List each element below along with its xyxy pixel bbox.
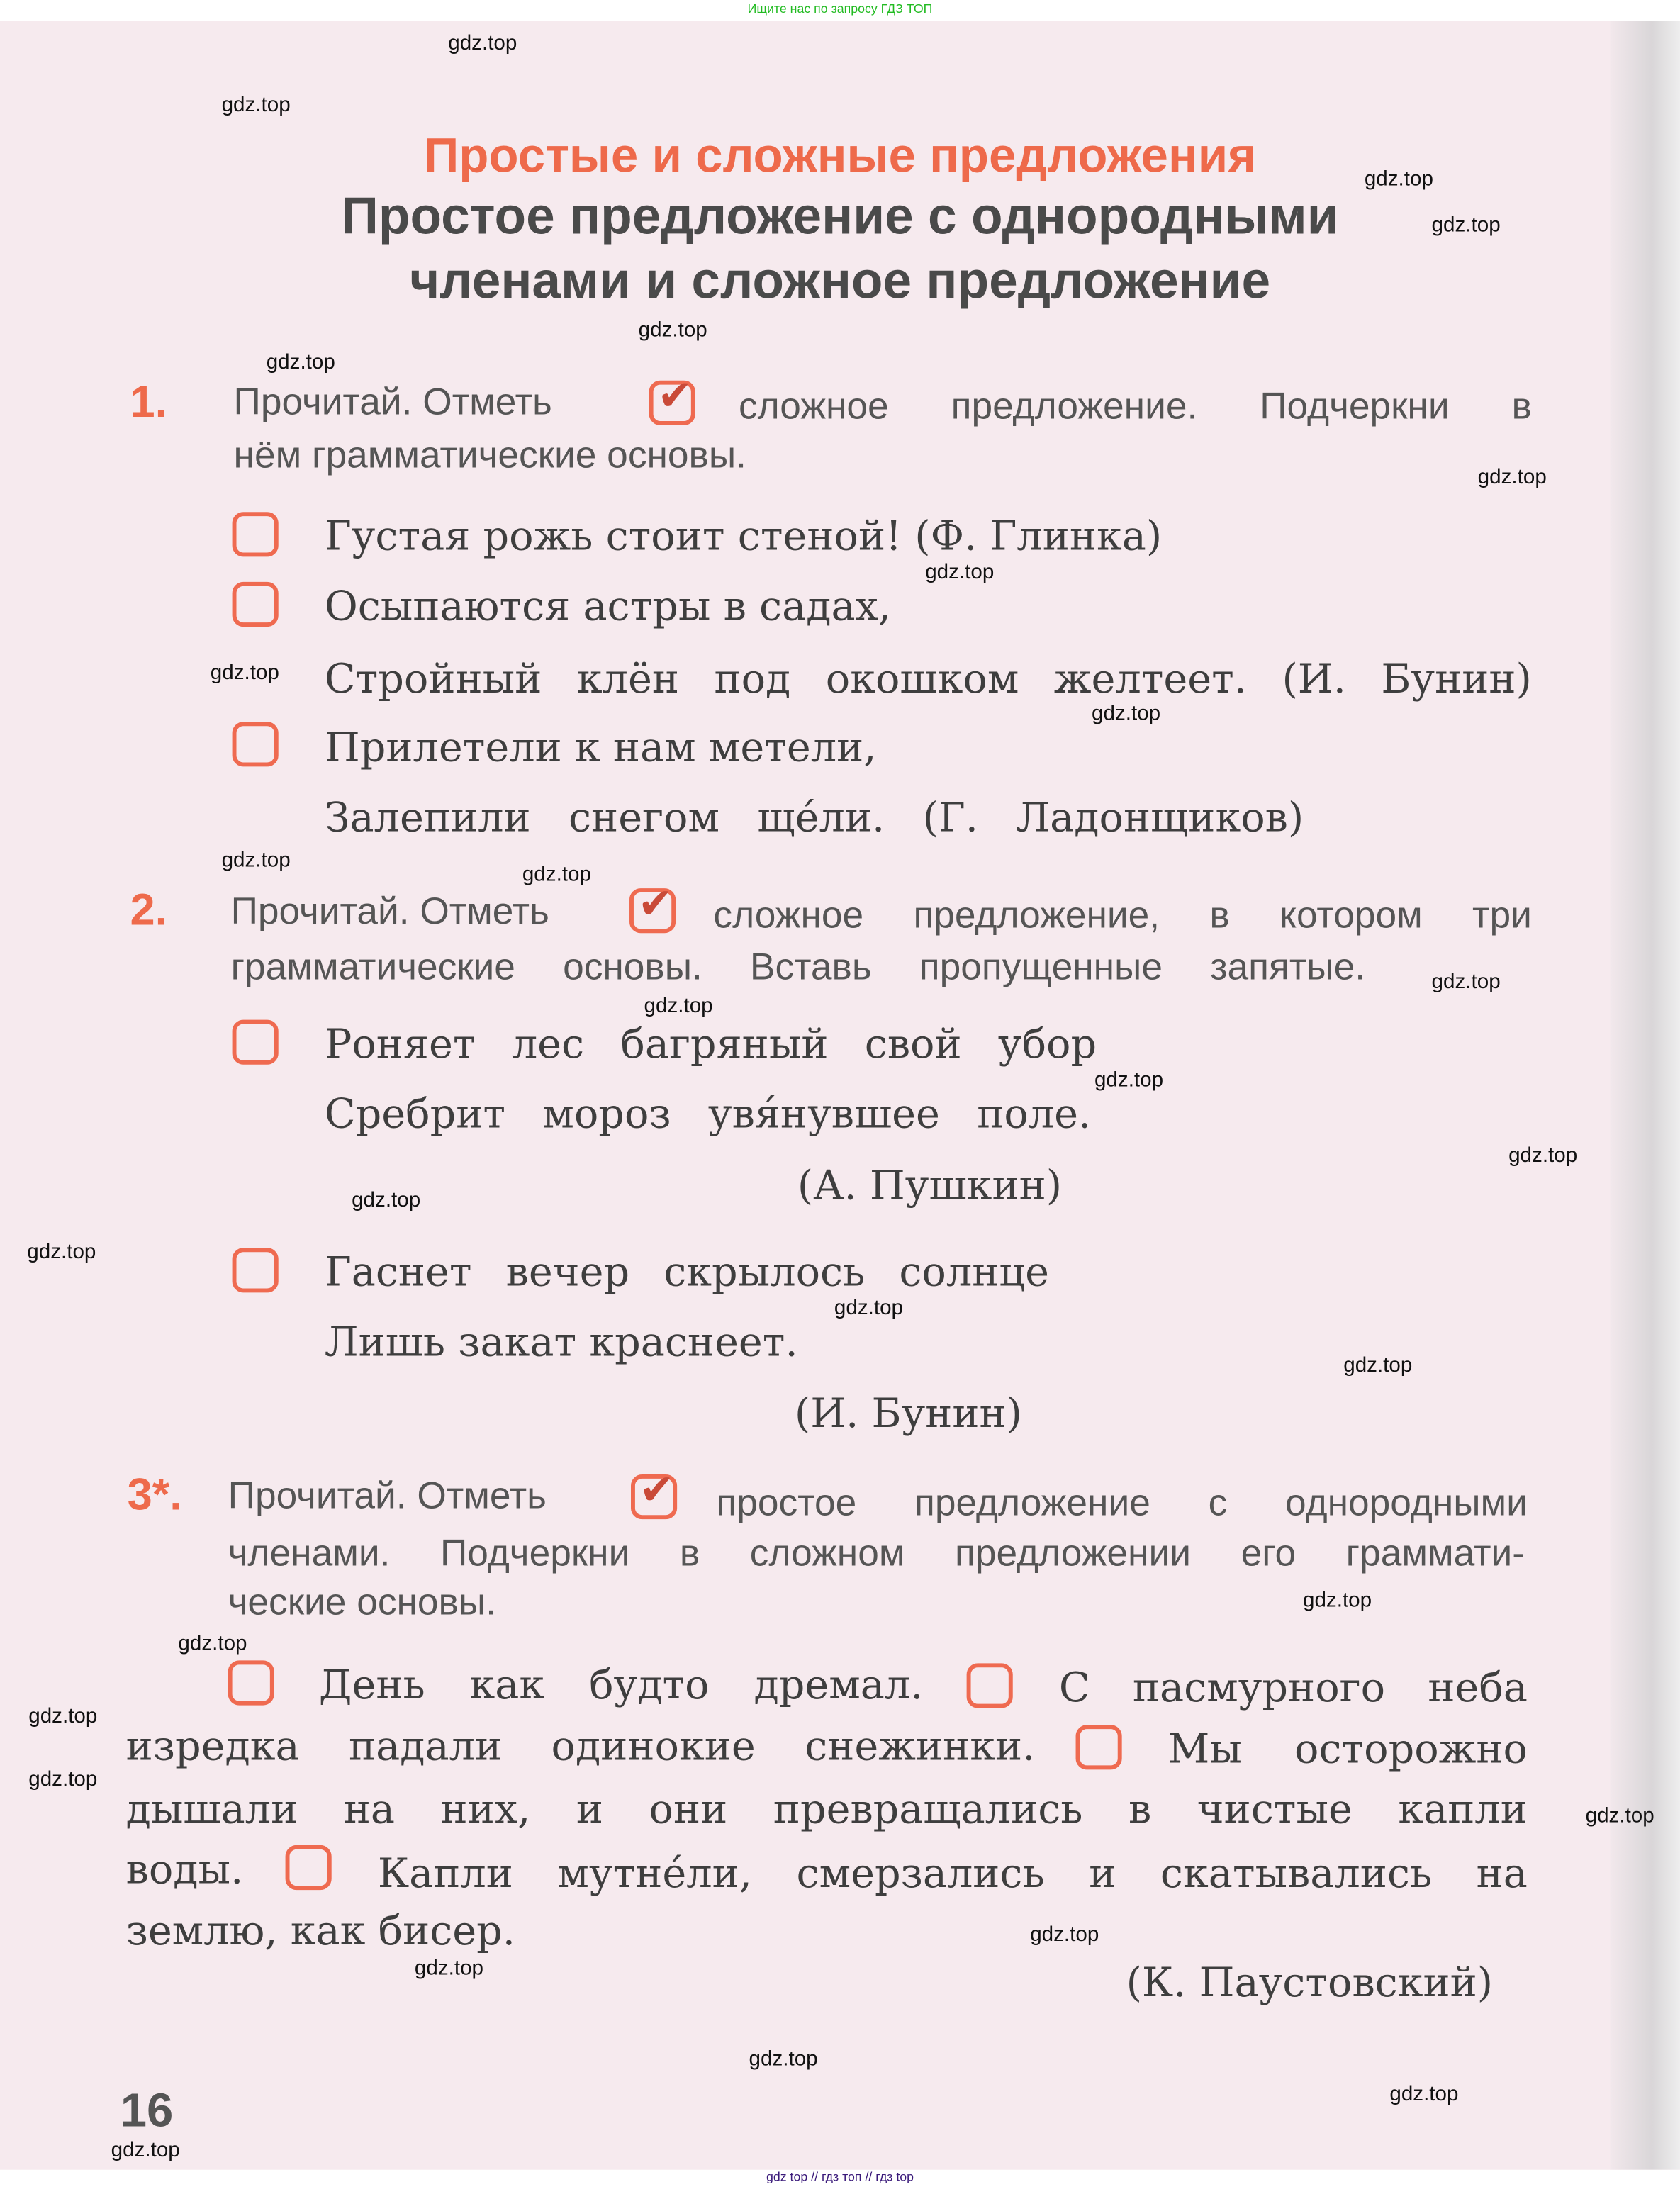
watermark-text: gdz.top [1508,1143,1578,1168]
ex2-author-1: (А. Пушкин) [797,1161,1063,1209]
ex2-instruction-b: сложное предложение, в котором три [713,894,1532,936]
ex2-legend-checkbox [629,880,676,933]
watermark-text: gdz.top [1431,213,1501,237]
ex3-text-7: Капли мутнéли, смерзались и скатывались на [377,1849,1528,1898]
ex1-instruction-b: сложное предложение. Подчеркни в [738,384,1532,427]
ex1-line-1: Густая рожь стоит стеной! (Ф. Глинка) [324,512,1163,560]
watermark-text: gdz.top [1030,1922,1099,1947]
section-title: Простые и сложные предложения [423,128,1257,184]
ex3-option-checkbox-4[interactable] [286,1845,332,1890]
ex2-line-2: Сребрит мороз увя́нувшее поле. [324,1090,1092,1138]
page-number: 16 [120,2084,174,2138]
watermark-text: gdz.top [210,661,279,685]
ex2-line-3: Гаснет вечер скрылось солнце [324,1248,1050,1296]
ex1-option-checkbox-3[interactable] [233,722,279,766]
ex1-line-5: Залепили снегом щéли. (Г. Ладонщиков) [324,793,1304,841]
watermark-text: gdz.top [27,1240,96,1264]
ex1-line-2: Осыпаются астры в садах, [324,582,892,630]
watermark-text: gdz.top [1303,1588,1372,1613]
ex3-instruction-b: простое предложение с однородными [716,1482,1528,1524]
ex2-instruction-c: грамматические основы. Вставь пропущенные запятые. [230,946,1366,988]
ex1-line-3: Стройный клён под окошком желтеет. (И. Бунин) [324,654,1532,703]
ex1-instruction-c: нём грамматические основы. [233,434,746,476]
watermark-text: gdz.top [28,1704,98,1729]
watermark-text: gdz.top [834,1296,904,1320]
ex3-instruction-d: ческие основы. [228,1581,496,1623]
watermark-text: gdz.top [925,560,995,584]
watermark-text: gdz.top [266,350,335,374]
ex3-text-3: изредка падали одинокие снежинки. [125,1722,1036,1770]
watermark-text: gdz.top [1343,1353,1413,1377]
watermark-text: gdz.top [1092,701,1161,726]
ex2-option-checkbox-1[interactable] [233,1020,279,1065]
ex3-text-4: Мы осторожно [1167,1725,1528,1773]
ex3-instruction-a: Прочитай. Отметь [228,1474,547,1517]
exercise-2-number: 2. [130,884,168,935]
ex1-legend-checkbox [649,371,695,425]
ex2-instruction-a: Прочитай. Отметь [230,890,549,932]
search-banner[interactable]: Ищите нас по запросу ГДЗ ТОП [747,1,933,16]
watermark-text: gdz.top [1389,2082,1459,2106]
ex1-instruction-a: Прочитай. Отметь [233,381,552,423]
watermark-text: gdz.top [178,1631,247,1656]
watermark-text: gdz.top [749,2047,818,2071]
ex3-option-checkbox-3[interactable] [1076,1725,1122,1769]
exercise-3-number: 3*. [127,1469,182,1520]
watermark-text: gdz.top [111,2138,180,2162]
checkmark-icon: ✔ [657,371,693,421]
checkmark-icon: ✔ [639,1466,675,1516]
page-edge-shadow [1610,21,1680,2170]
watermark-text: gdz.top [221,848,291,873]
watermark-text: gdz.top [352,1188,421,1212]
ex3-option-checkbox-2[interactable] [967,1663,1013,1708]
topic-title-line1: Простое предложение с однородными [341,187,1339,245]
watermark-text: gdz.top [448,31,517,55]
watermark-text: gdz.top [1585,1803,1654,1828]
watermark-text: gdz.top [1364,167,1433,191]
watermark-text: gdz.top [1094,1068,1164,1092]
ex1-option-checkbox-1[interactable] [233,512,279,556]
ex2-author-2: (И. Бунин) [794,1389,1023,1437]
ex3-instruction-c: членами. Подчеркни в сложном предложении его граммати- [228,1532,1525,1574]
watermark-text: gdz.top [1431,970,1501,995]
ex2-line-4: Лишь закат краснеет. [324,1318,798,1366]
ex3-text-2: С пасмурного неба [1058,1663,1528,1711]
footer-banner[interactable]: gdz top // гдз топ // гдз top [766,2169,914,2184]
page-sheet [0,21,1680,2170]
ex3-text-8: землю, как бисер. [125,1906,515,1954]
ex3-text-5: дышали на них, и они превращались в чистые капли [125,1785,1528,1833]
watermark-text: gdz.top [1477,465,1547,489]
ex1-line-4: Прилетели к нам метели, [324,723,877,771]
exercise-1-number: 1. [130,376,168,427]
ex1-option-checkbox-2[interactable] [233,582,279,627]
ex2-line-1: Роняет лес багряный свой убор [324,1019,1097,1068]
ex3-text-6: воды. [125,1845,244,1893]
watermark-text: gdz.top [644,994,713,1018]
watermark-text: gdz.top [221,93,291,117]
topic-title-line2: членами и сложное предложение [409,252,1271,310]
checkmark-icon: ✔ [637,880,673,929]
ex3-legend-checkbox [631,1466,677,1519]
ex3-option-checkbox-1[interactable] [228,1660,274,1705]
watermark-text: gdz.top [638,318,707,342]
watermark-text: gdz.top [28,1767,98,1791]
watermark-text: gdz.top [414,1956,484,1981]
ex3-author: (К. Паустовский) [1126,1958,1494,2006]
ex3-text-1: День как будто дремал. [318,1660,924,1708]
ex2-option-checkbox-2[interactable] [233,1248,279,1292]
watermark-text: gdz.top [522,862,591,887]
